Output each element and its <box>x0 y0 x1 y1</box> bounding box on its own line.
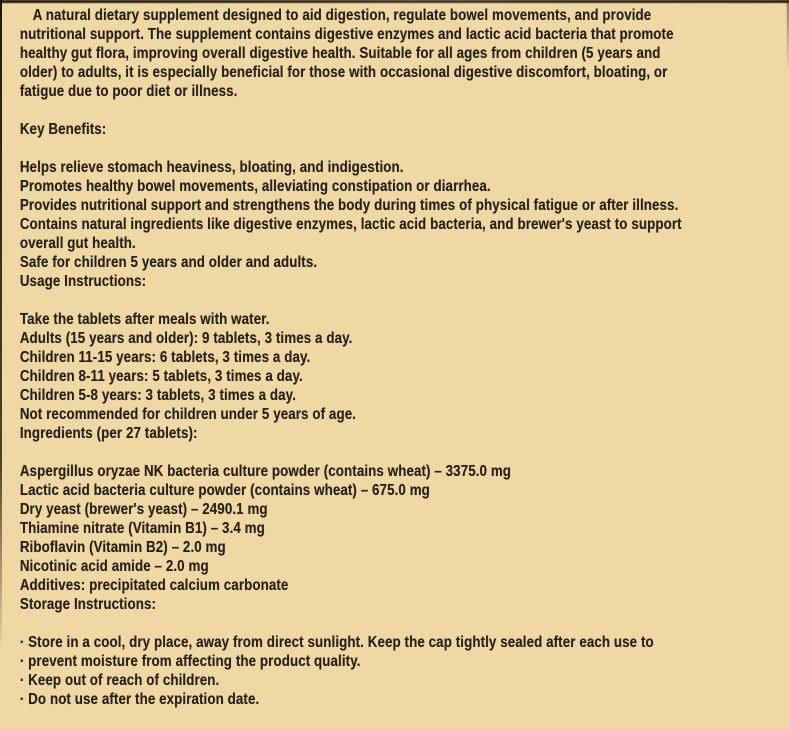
document-body <box>0 6 789 709</box>
usage-line: Not recommended for children under 5 years of age. <box>19 406 357 423</box>
benefit-line: Promotes healthy bowel movements, alleviating constipation or diarrhea. <box>19 178 491 195</box>
benefit-line: Provides nutritional support and strengthens the body during times of physical fatigue or after illness. <box>19 197 679 214</box>
photo-edge-top <box>0 0 789 3</box>
text-line: healthy gut flora, improving overall digestive health. Suitable for all ages from children (5 years and <box>19 45 661 62</box>
storage-line: · prevent moisture from affecting the product quality. <box>19 653 361 670</box>
section-heading: Storage Instructions: <box>19 596 157 613</box>
text-line: fatigue due to poor diet or illness. <box>19 83 238 100</box>
benefit-line: overall gut health. <box>19 235 136 252</box>
storage-line: · Keep out of reach of children. <box>19 672 220 689</box>
usage-line: Children 5-8 years: 3 tablets, 3 times a day. <box>19 387 296 404</box>
usage-list <box>20 310 789 443</box>
ingredient-line: Riboflavin (Vitamin B2) – 2.0 mg <box>19 539 226 556</box>
usage-line: Children 8-11 years: 5 tablets, 3 times a day. <box>19 368 303 385</box>
intro-paragraph <box>20 6 789 101</box>
section-heading: Usage Instructions: <box>19 273 147 290</box>
section-heading: Key Benefits: <box>19 121 107 138</box>
ingredient-line: Dry yeast (brewer's yeast) – 2490.1 mg <box>19 501 268 518</box>
usage-line: Adults (15 years and older): 9 tablets, 3 times a day. <box>19 330 353 347</box>
ingredients-list <box>20 462 789 614</box>
ingredient-line: Aspergillus oryzae NK bacteria culture powder (contains wheat) – 3375.0 mg <box>19 463 512 480</box>
storage-line: · Store in a cool, dry place, away from direct sunlight. Keep the cap tightly sealed after each use to <box>19 634 654 651</box>
benefit-line: Helps relieve stomach heaviness, bloating, and indigestion. <box>19 159 404 176</box>
storage-list <box>20 633 789 709</box>
ingredient-line: Lactic acid bacteria culture powder (contains wheat) – 675.0 mg <box>19 482 430 499</box>
ingredient-line: Additives: precipitated calcium carbonate <box>19 577 289 594</box>
benefit-line: Contains natural ingredients like digestive enzymes, lactic acid bacteria, and brewer's yeast to support <box>19 216 682 233</box>
text-line: A natural dietary supplement designed to aid digestion, regulate bowel movements, and provide <box>32 7 652 24</box>
text-line: older) to adults, it is especially beneficial for those with occasional digestive discomfort, bloating, or <box>19 64 668 81</box>
usage-line: Children 11-15 years: 6 tablets, 3 times a day. <box>19 349 311 366</box>
text-line: nutritional support. The supplement contains digestive enzymes and lactic acid bacteria that promote <box>19 26 674 43</box>
section-heading: Ingredients (per 27 tablets): <box>19 425 198 442</box>
key-benefits-heading <box>20 120 789 139</box>
ingredient-line: Thiamine nitrate (Vitamin B1) – 3.4 mg <box>19 520 265 537</box>
benefits-list <box>20 158 789 291</box>
usage-line: Take the tablets after meals with water. <box>19 311 270 328</box>
storage-line: · Do not use after the expiration date. <box>19 691 260 708</box>
ingredient-line: Nicotinic acid amide – 2.0 mg <box>19 558 209 575</box>
benefit-line: Safe for children 5 years and older and adults. <box>19 254 318 271</box>
